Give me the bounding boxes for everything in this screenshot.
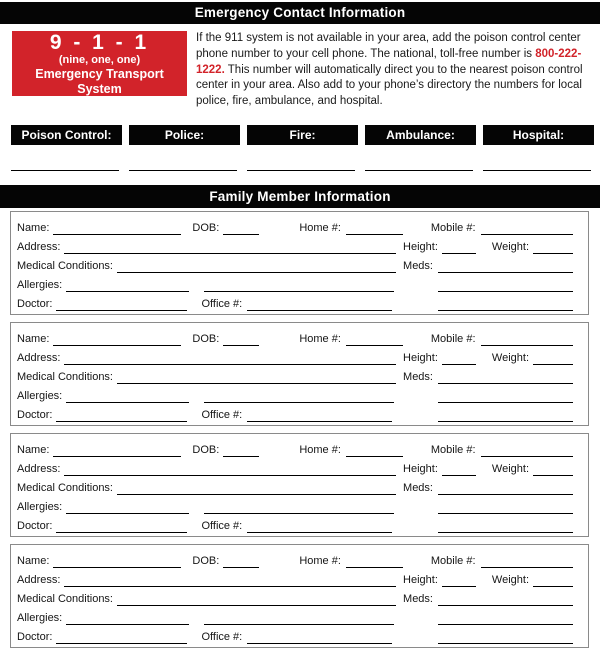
dob-input-line[interactable] <box>223 445 259 457</box>
poison-control-number: 800-222-1222. <box>196 47 582 76</box>
home-phone-field-label: Home #: <box>299 221 341 234</box>
mobile-phone-field-label: Mobile #: <box>430 554 476 567</box>
contact-value-line-ambulance[interactable] <box>365 169 473 171</box>
meds-input-line[interactable] <box>438 261 573 273</box>
member-row-medical <box>17 365 573 384</box>
page-title-bar <box>0 2 600 24</box>
height-input-line[interactable] <box>442 575 476 587</box>
medical-conditions-field-label: Medical Conditions: <box>17 259 113 272</box>
member-row-allergies <box>17 273 573 292</box>
home-phone-input-line[interactable] <box>346 223 403 235</box>
weight-field-label: Weight: <box>491 462 529 475</box>
height-field-label: Height: <box>403 573 438 586</box>
height-field-label: Height: <box>403 351 438 364</box>
address-input-line[interactable] <box>64 575 396 587</box>
contact-value-line-poison-control[interactable] <box>11 169 119 171</box>
address-field-label: Address: <box>17 462 61 475</box>
office-phone-field-label: Office #: <box>201 630 243 643</box>
dob-input-line[interactable] <box>223 334 259 346</box>
emergency-911-box <box>12 31 187 96</box>
home-phone-field-label: Home #: <box>299 332 341 345</box>
meds-input-line[interactable] <box>438 594 573 606</box>
member-row-identity <box>17 327 573 346</box>
dob-field-label: DOB: <box>192 221 220 234</box>
height-input-line[interactable] <box>442 242 476 254</box>
mobile-phone-input-line[interactable] <box>481 445 573 457</box>
member-row-address <box>17 457 573 476</box>
member-row-address <box>17 346 573 365</box>
member-row-address <box>17 568 573 587</box>
member-row-allergies <box>17 606 573 625</box>
contact-value-line-fire[interactable] <box>247 169 355 171</box>
weight-field-label: Weight: <box>491 240 529 253</box>
weight-field-label: Weight: <box>491 351 529 364</box>
contact-value-line-police[interactable] <box>129 169 237 171</box>
member-row-doctor <box>17 292 573 311</box>
medical-conditions-input-line[interactable] <box>117 261 396 273</box>
meds-extra-input-line-2[interactable] <box>438 632 573 644</box>
name-input-line[interactable] <box>53 556 181 568</box>
doctor-field-label: Doctor: <box>17 630 53 643</box>
family-section-bar <box>0 185 600 208</box>
contact-line-cell <box>11 169 122 171</box>
medical-conditions-field-label: Medical Conditions: <box>17 592 113 605</box>
doctor-input-line[interactable] <box>56 410 187 422</box>
contact-label-ambulance: Ambulance: <box>365 125 476 145</box>
dob-field-label: DOB: <box>192 443 220 456</box>
weight-input-line[interactable] <box>533 353 573 365</box>
911-system-name: Emergency Transport System <box>35 66 164 96</box>
weight-input-line[interactable] <box>533 464 573 476</box>
contact-line-cell <box>483 169 594 171</box>
office-phone-field-label: Office #: <box>201 519 243 532</box>
address-input-line[interactable] <box>64 353 396 365</box>
address-input-line[interactable] <box>64 242 396 254</box>
home-phone-field-label: Home #: <box>299 443 341 456</box>
meds-field-label: Meds: <box>403 592 433 605</box>
name-field-label: Name: <box>17 443 50 456</box>
member-row-address <box>17 235 573 254</box>
meds-extra-input-line-1[interactable] <box>438 391 573 403</box>
member-row-identity <box>17 216 573 235</box>
contact-line-cell <box>365 169 476 171</box>
member-row-doctor <box>17 403 573 422</box>
contact-value-line-hospital[interactable] <box>483 169 591 171</box>
meds-extra-input-line-2[interactable] <box>438 410 573 422</box>
members-container <box>10 211 589 648</box>
home-phone-input-line[interactable] <box>346 556 403 568</box>
meds-extra-input-line-2[interactable] <box>438 521 573 533</box>
name-input-line[interactable] <box>53 223 181 235</box>
member-row-allergies <box>17 495 573 514</box>
meds-field-label: Meds: <box>403 259 433 272</box>
office-phone-field-label: Office #: <box>201 408 243 421</box>
meds-field-label: Meds: <box>403 370 433 383</box>
office-phone-input-line[interactable] <box>247 521 392 533</box>
member-block <box>10 211 589 315</box>
page-title: Emergency Contact Information <box>194 5 406 20</box>
instructions-text-before: If the 911 system is not available in your area, add the poison control center phone number to your cell phone. The national, toll-free number is <box>196 32 581 60</box>
meds-extra-input-line-2[interactable] <box>438 299 573 311</box>
911-code: 9 - 1 - 1 <box>49 30 150 54</box>
meds-extra-input-line-1[interactable] <box>438 280 573 292</box>
allergies-input-line[interactable] <box>66 613 189 625</box>
allergies-input-line[interactable] <box>66 391 189 403</box>
mobile-phone-field-label: Mobile #: <box>430 221 476 234</box>
office-phone-input-line[interactable] <box>247 632 392 644</box>
allergies-input-line[interactable] <box>66 502 189 514</box>
doctor-input-line[interactable] <box>56 632 187 644</box>
height-field-label: Height: <box>403 462 438 475</box>
instructions-text-after: This number will automatically direct you to the nearest poison control center in your area. Also add to your phone’s directory the numbers for local police, fire, ambulance, and hospital. <box>196 63 583 108</box>
allergies-field-label: Allergies: <box>17 389 63 402</box>
mobile-phone-field-label: Mobile #: <box>430 443 476 456</box>
meds-extra-input-line-1[interactable] <box>438 613 573 625</box>
member-row-doctor <box>17 625 573 644</box>
allergies-field-label: Allergies: <box>17 611 63 624</box>
meds-input-line[interactable] <box>438 483 573 495</box>
member-row-doctor <box>17 514 573 533</box>
office-phone-input-line[interactable] <box>247 410 392 422</box>
address-field-label: Address: <box>17 240 61 253</box>
name-input-line[interactable] <box>53 445 181 457</box>
mobile-phone-input-line[interactable] <box>481 223 573 235</box>
name-field-label: Name: <box>17 332 50 345</box>
member-block <box>10 322 589 426</box>
dob-input-line[interactable] <box>223 556 259 568</box>
member-row-identity <box>17 438 573 457</box>
member-row-medical <box>17 254 573 273</box>
home-phone-input-line[interactable] <box>346 334 403 346</box>
doctor-input-line[interactable] <box>56 299 187 311</box>
member-row-medical <box>17 587 573 606</box>
doctor-field-label: Doctor: <box>17 519 53 532</box>
name-field-label: Name: <box>17 221 50 234</box>
member-block <box>10 433 589 537</box>
allergies-extra-input-line[interactable] <box>204 502 394 514</box>
allergies-extra-input-line[interactable] <box>204 391 394 403</box>
allergies-extra-input-line[interactable] <box>204 280 394 292</box>
office-phone-field-label: Office #: <box>201 297 243 310</box>
allergies-input-line[interactable] <box>66 280 189 292</box>
medical-conditions-input-line[interactable] <box>117 594 396 606</box>
medical-conditions-input-line[interactable] <box>117 483 396 495</box>
height-input-line[interactable] <box>442 464 476 476</box>
contact-line-cell <box>129 169 240 171</box>
emergency-info-section <box>12 31 588 110</box>
member-row-allergies <box>17 384 573 403</box>
member-block <box>10 544 589 648</box>
name-input-line[interactable] <box>53 334 181 346</box>
mobile-phone-input-line[interactable] <box>481 556 573 568</box>
contact-line-cell <box>247 169 358 171</box>
meds-extra-input-line-1[interactable] <box>438 502 573 514</box>
home-phone-field-label: Home #: <box>299 554 341 567</box>
allergies-extra-input-line[interactable] <box>204 613 394 625</box>
doctor-field-label: Doctor: <box>17 297 53 310</box>
address-field-label: Address: <box>17 351 61 364</box>
contact-label-fire: Fire: <box>247 125 358 145</box>
meds-input-line[interactable] <box>438 372 573 384</box>
dob-field-label: DOB: <box>192 554 220 567</box>
medical-conditions-field-label: Medical Conditions: <box>17 370 113 383</box>
family-section-title: Family Member Information <box>209 188 391 204</box>
member-row-medical <box>17 476 573 495</box>
height-field-label: Height: <box>403 240 438 253</box>
doctor-input-line[interactable] <box>56 521 187 533</box>
medical-conditions-input-line[interactable] <box>117 372 396 384</box>
height-input-line[interactable] <box>442 353 476 365</box>
address-input-line[interactable] <box>64 464 396 476</box>
911-code-words: (nine, one, one) <box>58 53 141 66</box>
meds-field-label: Meds: <box>403 481 433 494</box>
medical-conditions-field-label: Medical Conditions: <box>17 481 113 494</box>
allergies-field-label: Allergies: <box>17 500 63 513</box>
emergency-contacts-lines <box>11 169 594 171</box>
contact-label-police: Police: <box>129 125 240 145</box>
weight-field-label: Weight: <box>491 573 529 586</box>
poison-instructions-text <box>196 31 588 110</box>
emergency-contacts-row <box>11 125 594 145</box>
contact-label-poison-control: Poison Control: <box>11 125 122 145</box>
weight-input-line[interactable] <box>533 242 573 254</box>
mobile-phone-input-line[interactable] <box>481 334 573 346</box>
contact-label-hospital: Hospital: <box>483 125 594 145</box>
allergies-field-label: Allergies: <box>17 278 63 291</box>
home-phone-input-line[interactable] <box>346 445 403 457</box>
mobile-phone-field-label: Mobile #: <box>430 332 476 345</box>
dob-input-line[interactable] <box>223 223 259 235</box>
address-field-label: Address: <box>17 573 61 586</box>
member-row-identity <box>17 549 573 568</box>
doctor-field-label: Doctor: <box>17 408 53 421</box>
name-field-label: Name: <box>17 554 50 567</box>
dob-field-label: DOB: <box>192 332 220 345</box>
weight-input-line[interactable] <box>533 575 573 587</box>
office-phone-input-line[interactable] <box>247 299 392 311</box>
